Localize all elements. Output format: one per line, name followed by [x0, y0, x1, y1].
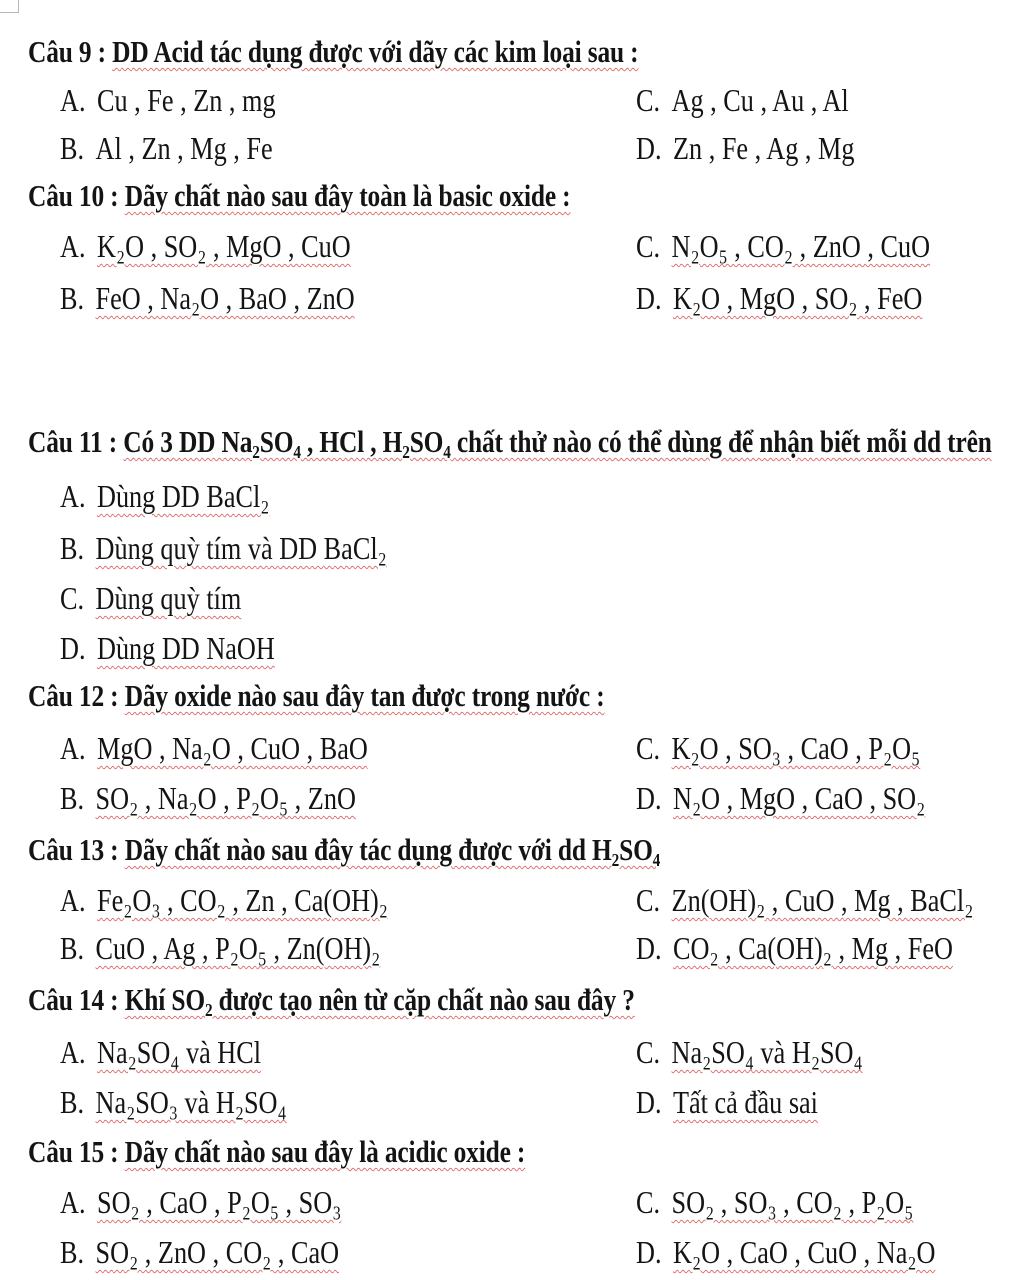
option-text: CuO , Ag , P₂O₅ , Zn(OH)₂	[95, 930, 381, 966]
question-13-option-d[interactable]: D. CO₂ , Ca(OH)₂ , Mg , FeO	[636, 930, 953, 966]
option-text: CO₂ , Ca(OH)₂ , Mg , FeO	[672, 930, 953, 966]
option-text: SO₂ , CaO , P₂O₅ , SO₃	[96, 1184, 342, 1220]
option-text: K₂O , SO₃ , CaO , P₂O₅	[671, 730, 921, 766]
option-text: Zn , Fe , Ag , Mg	[672, 130, 855, 166]
question-12-label: Câu 12 :	[28, 678, 119, 713]
question-11-text: Có 3 DD Na₂SO₄ , HCl , H₂SO₄ chất thử nào có thể dùng để nhận biết mỗi dd trên	[123, 424, 992, 459]
question-11-option-c[interactable]: C. Dùng quỳ tím	[60, 580, 242, 616]
option-text: Na₂SO₃ và H₂SO₄	[95, 1084, 287, 1120]
question-15-option-d[interactable]: D. K₂O , CaO , CuO , Na₂O	[636, 1234, 936, 1270]
question-10-text: Dãy chất nào sau đây toàn là basic oxide :	[124, 178, 571, 213]
question-12-option-a[interactable]: A. MgO , Na₂O , CuO , BaO	[60, 730, 368, 766]
option-text: SO₂ , ZnO , CO₂ , CaO	[95, 1234, 340, 1270]
question-11-heading	[28, 424, 992, 460]
option-text: K₂O , MgO , SO₂ , FeO	[672, 280, 923, 316]
question-9-text: DD Acid tác dụng được với dãy các kim loại sau :	[112, 34, 639, 69]
question-12-option-b[interactable]: B. SO₂ , Na₂O , P₂O₅ , ZnO	[60, 780, 356, 816]
option-text: SO₂ , SO₃ , CO₂ , P₂O₅	[671, 1184, 914, 1220]
question-15-option-a[interactable]: A. SO₂ , CaO , P₂O₅ , SO₃	[60, 1184, 342, 1220]
question-13-label: Câu 13 :	[28, 832, 119, 867]
option-text: FeO , Na₂O , BaO , ZnO	[95, 280, 355, 316]
question-10-option-a[interactable]: A. K₂O , SO₂ , MgO , CuO	[60, 228, 351, 264]
option-text: SO₂ , Na₂O , P₂O₅ , ZnO	[95, 780, 356, 816]
question-9-option-a[interactable]: A. Cu , Fe , Zn , mg	[60, 82, 276, 118]
question-12-text: Dãy oxide nào sau đây tan được trong nước :	[124, 678, 605, 713]
question-14-option-d[interactable]: D. Tất cả đầu sai	[636, 1084, 818, 1120]
option-text: Dùng DD BaCl₂	[96, 478, 270, 514]
question-13-option-c[interactable]: C. Zn(OH)₂ , CuO , Mg , BaCl₂	[636, 882, 974, 918]
question-15-text: Dãy chất nào sau đây là acidic oxide :	[124, 1134, 526, 1169]
question-14-option-c[interactable]: C. Na₂SO₄ và H₂SO₄	[636, 1034, 863, 1070]
question-15-label: Câu 15 :	[28, 1134, 119, 1169]
question-11-option-b[interactable]: B. Dùng quỳ tím và DD BaCl₂	[60, 530, 387, 566]
option-text: K₂O , SO₂ , MgO , CuO	[96, 228, 351, 264]
option-text: Cu , Fe , Zn , mg	[96, 82, 276, 118]
question-12-option-c[interactable]: C. K₂O , SO₃ , CaO , P₂O₅	[636, 730, 921, 766]
option-text: N₂O , MgO , CaO , SO₂	[672, 780, 926, 816]
question-9-heading	[28, 34, 638, 70]
question-10-option-c[interactable]: C. N₂O₅ , CO₂ , ZnO , CuO	[636, 228, 931, 264]
option-text: Dùng DD NaOH	[96, 630, 275, 666]
option-text: Tất cả đầu sai	[672, 1084, 818, 1120]
option-text: Na₂SO₄ và H₂SO₄	[671, 1034, 863, 1070]
question-14-option-a[interactable]: A. Na₂SO₄ và HCl	[60, 1034, 262, 1070]
question-9-label: Câu 9 :	[28, 34, 106, 69]
question-9-option-d[interactable]: D. Zn , Fe , Ag , Mg	[636, 130, 855, 166]
question-11-option-a[interactable]: A. Dùng DD BaCl₂	[60, 478, 270, 514]
question-11-label: Câu 11 :	[28, 424, 118, 459]
question-10-option-d[interactable]: D. K₂O , MgO , SO₂ , FeO	[636, 280, 923, 316]
question-15-heading	[28, 1134, 525, 1170]
question-13-text: Dãy chất nào sau đây tác dụng được với dd H₂SO₄	[124, 832, 661, 867]
question-11-option-d[interactable]: D. Dùng DD NaOH	[60, 630, 275, 666]
question-13-heading	[28, 832, 660, 868]
option-text: Zn(OH)₂ , CuO , Mg , BaCl₂	[671, 882, 974, 918]
question-10-label: Câu 10 :	[28, 178, 119, 213]
question-12-option-d[interactable]: D. N₂O , MgO , CaO , SO₂	[636, 780, 926, 816]
question-13-option-b[interactable]: B. CuO , Ag , P₂O₅ , Zn(OH)₂	[60, 930, 381, 966]
question-9-option-c[interactable]: C. Ag , Cu , Au , Al	[636, 82, 849, 118]
question-9-option-b[interactable]: B. Al , Zn , Mg , Fe	[60, 130, 273, 166]
question-14-label: Câu 14 :	[28, 982, 119, 1017]
question-14-option-b[interactable]: B. Na₂SO₃ và H₂SO₄	[60, 1084, 287, 1120]
option-text: Ag , Cu , Au , Al	[671, 82, 849, 118]
question-15-option-c[interactable]: C. SO₂ , SO₃ , CO₂ , P₂O₅	[636, 1184, 914, 1220]
option-text: Al , Zn , Mg , Fe	[95, 130, 273, 166]
option-text: K₂O , CaO , CuO , Na₂O	[672, 1234, 936, 1270]
option-text: Na₂SO₄ và HCl	[96, 1034, 262, 1070]
question-10-heading	[28, 178, 570, 214]
option-text: MgO , Na₂O , CuO , BaO	[96, 730, 368, 766]
option-text: Dùng quỳ tím	[95, 580, 242, 616]
question-14-text: Khí SO₂ được tạo nên từ cặp chất nào sau đây ?	[124, 982, 635, 1017]
option-text: Fe₂O₃ , CO₂ , Zn , Ca(OH)₂	[96, 882, 388, 918]
option-text: N₂O₅ , CO₂ , ZnO , CuO	[671, 228, 931, 264]
question-13-option-a[interactable]: A. Fe₂O₃ , CO₂ , Zn , Ca(OH)₂	[60, 882, 388, 918]
question-14-heading	[28, 982, 635, 1018]
question-15-option-b[interactable]: B. SO₂ , ZnO , CO₂ , CaO	[60, 1234, 340, 1270]
question-10-option-b[interactable]: B. FeO , Na₂O , BaO , ZnO	[60, 280, 355, 316]
question-12-heading	[28, 678, 604, 714]
page-corner-marker	[0, 0, 19, 13]
option-text: Dùng quỳ tím và DD BaCl₂	[95, 530, 387, 566]
